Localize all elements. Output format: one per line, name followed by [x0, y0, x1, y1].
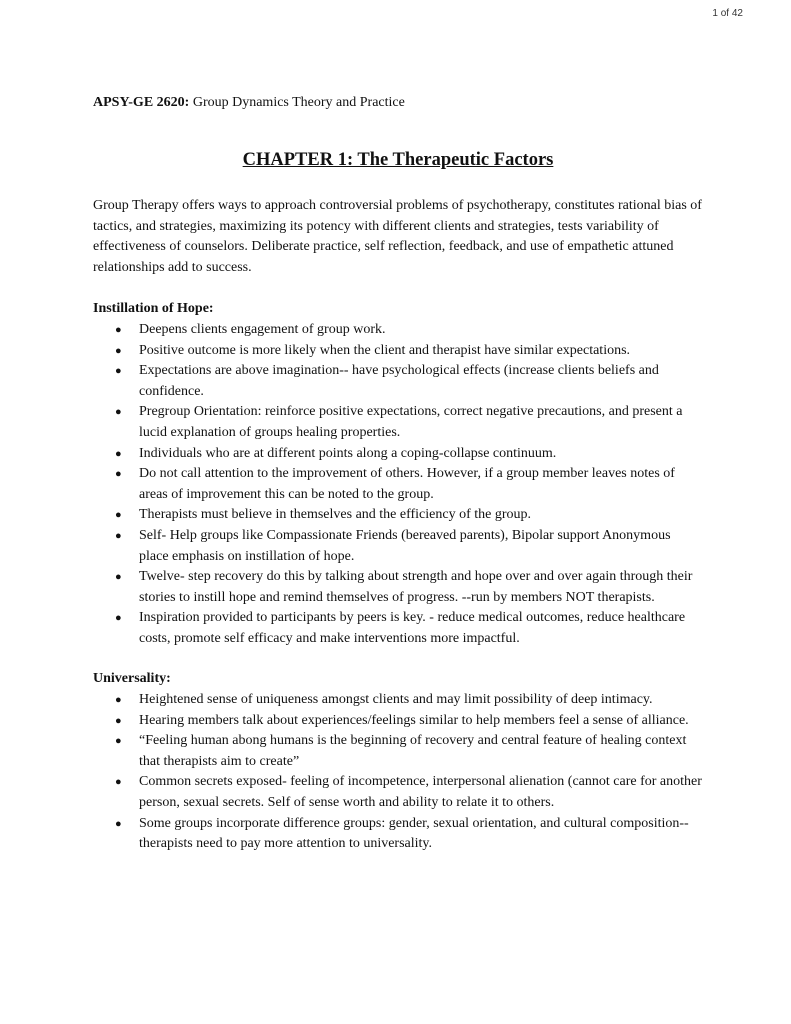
list-item — [115, 526, 703, 567]
bullet-icon: ● — [115, 406, 122, 419]
list-item — [115, 361, 703, 402]
list-item-text: Common secrets exposed- feeling of incompetence, interpersonal alienation (cannot care for another person, sexual secrets. Self of sense worth and ability to relate it to others. — [139, 774, 702, 811]
bullet-icon: ● — [115, 323, 122, 336]
bullet-list — [93, 690, 703, 855]
list-item — [115, 690, 703, 711]
list-item-text: Hearing members talk about experiences/feelings similar to help members feel a sense of alliance. — [139, 712, 689, 728]
course-title: Group Dynamics Theory and Practice — [192, 95, 405, 110]
section-heading: Universality: — [93, 671, 171, 687]
course-code: APSY-GE 2620: — [93, 95, 190, 110]
list-item — [115, 402, 703, 443]
list-item — [115, 567, 703, 608]
list-item-text: “Feeling human abong humans is the beginning of recovery and central feature of healing context that therapists aim to create” — [139, 733, 687, 769]
course-line — [93, 94, 703, 112]
bullet-icon: ● — [115, 529, 122, 542]
list-item — [115, 772, 703, 813]
bullet-icon: ● — [115, 468, 122, 481]
list-item — [115, 464, 703, 505]
section-heading: Instillation of Hope: — [93, 301, 214, 317]
document-body — [93, 94, 703, 855]
bullet-icon: ● — [115, 817, 122, 830]
list-item — [115, 608, 703, 649]
list-item-text: Twelve- step recovery do this by talking about strength and hope over and over again through their stories to instill hope and remind themselves of progress. --run by members NOT therapists. — [139, 569, 693, 605]
list-item-text: Deepens clients engagement of group work. — [139, 321, 386, 337]
bullet-icon: ● — [115, 714, 122, 727]
bullet-list — [93, 320, 703, 650]
list-item — [115, 341, 703, 362]
list-item-text: Inspiration provided to participants by peers is key. - reduce medical outcomes, reduce healthcare costs, promote self efficacy and make interventions more impactful. — [139, 610, 686, 646]
chapter-title: CHAPTER 1: The Therapeutic Factors — [242, 150, 554, 170]
list-item-text: Expectations are above imagination-- have psychological effects (increase clients beliefs and confidence. — [139, 363, 659, 399]
section-universality — [93, 669, 703, 854]
intro-paragraph: Group Therapy offers ways to approach controversial problems of psychotherapy, constitutes rational bias of tactics, and strategies, maximizing its potency with different clients and strategies, tests variability of effectiveness of counselors. Deliberate practice, self reflection, feedback, and use of empathetic attuned relationships add to success. — [93, 198, 702, 275]
bullet-icon: ● — [115, 344, 122, 357]
bullet-icon: ● — [115, 694, 122, 707]
list-item-text: Individuals who are at different points along a coping-collapse continuum. — [139, 445, 557, 461]
bullet-icon: ● — [115, 509, 122, 522]
list-item-text: Pregroup Orientation: reinforce positive expectations, correct negative precautions, and present a lucid explanation of groups healing properties. — [139, 404, 683, 440]
list-item-text: Do not call attention to the improvement of others. However, if a group member leaves notes of areas of improvement this can be noted to the group. — [139, 466, 675, 502]
list-item-text: Self- Help groups like Compassionate Friends (bereaved parents), Bipolar support Anonymous place emphasis on instillation of hope. — [139, 527, 671, 564]
bullet-icon: ● — [115, 776, 122, 789]
list-item — [115, 711, 703, 732]
bullet-icon: ● — [115, 447, 122, 460]
bullet-icon: ● — [115, 612, 122, 625]
bullet-icon: ● — [115, 365, 122, 378]
list-item-text: Heightened sense of uniqueness amongst clients and may limit possibility of deep intimacy. — [139, 692, 653, 708]
section-instillation-of-hope — [93, 299, 703, 649]
list-item — [115, 320, 703, 341]
bullet-icon: ● — [115, 735, 122, 748]
list-item-text: Therapists must believe in themselves and the efficiency of the group. — [139, 507, 532, 523]
bullet-icon: ● — [115, 571, 122, 584]
list-item — [115, 505, 703, 526]
page-counter: 1 of 42 — [712, 8, 743, 19]
list-item — [115, 814, 703, 855]
list-item-text: Positive outcome is more likely when the client and therapist have similar expectations. — [139, 342, 631, 358]
list-item — [115, 731, 703, 772]
list-item — [115, 444, 703, 465]
list-item-text: Some groups incorporate difference groups: gender, sexual orientation, and cultural composition-- therapists need to pay more attention to universality. — [139, 815, 689, 852]
